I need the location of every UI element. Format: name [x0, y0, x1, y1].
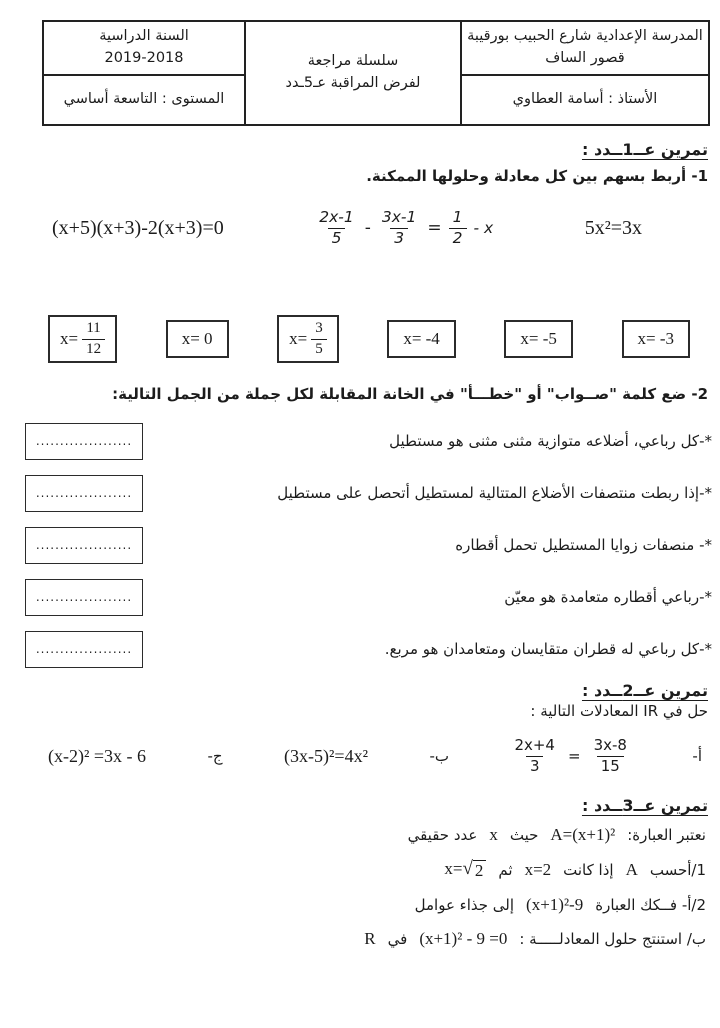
- line3-pre: 2/أ- فــكك العبارة: [595, 895, 706, 914]
- exercise3-title: تمرين عــ3ــدد :: [581, 796, 708, 815]
- equation-3: 5x²=3x: [584, 216, 642, 239]
- exercise2-title: تمرين عــ2ــدد :: [581, 681, 708, 700]
- equation-c: (x-2)² =3x - 6: [48, 745, 147, 766]
- equation-a: [510, 737, 631, 775]
- item-a-label: أ-: [692, 747, 702, 765]
- exercise3-line4: [0, 929, 720, 949]
- fraction: $\frac{3}{5}$: [311, 320, 327, 358]
- true-false-answer-box: ....................: [25, 631, 143, 668]
- school-name-cell: المدرسة الإعدادية شارع الحبيب بورقيبة قصور الساف: [461, 21, 709, 75]
- equals-sign: =: [427, 218, 442, 238]
- true-false-answer-box: ....................: [25, 475, 143, 512]
- solution-value: x= -4: [403, 329, 440, 348]
- fraction: $\frac{2x-1}{5}$: [319, 207, 354, 247]
- solution-value: x= -3: [637, 329, 674, 348]
- exercise1-equations-row: [0, 197, 720, 259]
- line2-conj: ثم: [498, 860, 513, 879]
- true-false-answer-box: ....................: [25, 527, 143, 564]
- header-table: [42, 20, 710, 126]
- equation-2: [315, 209, 493, 248]
- solution-box-neg4: [387, 320, 456, 358]
- value-x-2: x=2: [524, 859, 552, 879]
- exercise2-intro: حل في IR المعادلات التالية :: [530, 702, 708, 720]
- value-x-sqrt2: x= √ 2: [444, 859, 486, 881]
- line1-pre: نعتبر العبارة:: [627, 826, 706, 844]
- series-title: سلسلة مراجعة: [307, 53, 399, 70]
- variable-x: x: [489, 825, 498, 844]
- statement-row: [25, 519, 712, 571]
- teacher-cell: الأستاذ : أسامة العطاوي: [461, 75, 709, 125]
- statement-text: *-إذا ربطت منتصفات الأضلاع المتتالية لمستطيل أتحصل على مستطيل: [277, 484, 712, 502]
- exercise1-title: تمرين عــ1ــدد :: [581, 140, 708, 159]
- series-cell: [245, 21, 461, 125]
- year-label: السنة الدراسية: [99, 28, 189, 45]
- true-false-answer-box: ....................: [25, 579, 143, 616]
- line2-pre: 1/أحسب: [649, 860, 706, 879]
- exercise3-line3: [0, 895, 720, 915]
- fraction: $\frac{3x-8}{15}$: [593, 736, 627, 775]
- solution-box-11-12: [48, 315, 117, 363]
- statement-text: *- منصفات زوايا المستطيل تحمل أقطاره: [455, 536, 712, 554]
- school-year-cell: [43, 21, 245, 75]
- exercise3-line1: [0, 825, 720, 845]
- fraction: $\frac{3x-1}{3}$: [381, 207, 417, 247]
- exercise1-question1: 1- أربط بسهم بين كل معادلة وحلولها الممكنة.: [366, 167, 708, 185]
- line1-mid: حيث: [509, 826, 539, 844]
- solution-box-neg5: [504, 320, 573, 358]
- sqrt-radical: √: [462, 858, 473, 879]
- statement-row: [25, 623, 712, 675]
- exercise3-line2: [0, 859, 720, 881]
- line4-mid: في: [387, 929, 408, 948]
- fraction: $\frac{11}{12}$: [82, 320, 105, 358]
- expression-to-factor: (x+1)²-9: [526, 894, 584, 914]
- item-b-label: ب-: [429, 747, 449, 765]
- series-subtitle: لفرض المراقبة عـ5ـدد: [285, 75, 421, 91]
- solution-box-neg3: [622, 320, 691, 358]
- solution-value: x=: [60, 329, 79, 348]
- equation-2-tail: - x: [473, 219, 494, 237]
- equation-1: (x+5)(x+3)-2(x+3)=0: [52, 216, 224, 239]
- exercise1-question2: 2- ضع كلمة "صــواب" أو "خطـــأ" في الخانة المقابلة لكل جملة من الجمل التالية:: [112, 385, 708, 403]
- minus-sign: -: [364, 218, 371, 238]
- item-c-label: ج-: [207, 747, 223, 765]
- solution-box-3-5: [277, 315, 339, 363]
- solution-value: x=: [289, 329, 308, 348]
- statement-row: [25, 467, 712, 519]
- solution-box-0: [166, 320, 229, 358]
- fraction: $\frac{1}{2}$: [449, 209, 467, 248]
- line4-pre: ب/ استنتج حلول المعادلـــــة :: [519, 929, 706, 948]
- letter-A: A: [625, 859, 638, 879]
- year-value: 2019-2018: [104, 50, 184, 66]
- level-cell: المستوى : التاسعة أساسي: [43, 75, 245, 125]
- statement-text: *-كل رباعي، أضلاعه متوازية مثنى مثنى هو مستطيل: [389, 432, 712, 450]
- line1-post: عدد حقيقي: [407, 826, 478, 844]
- line2-mid: إذا كانت: [563, 860, 614, 879]
- statement-row: [25, 415, 712, 467]
- set-R: R: [364, 928, 376, 948]
- equation-b: (3x-5)²=4x²: [284, 745, 368, 766]
- solution-boxes-row: [0, 309, 720, 369]
- expression-A: A=(x+1)²: [550, 825, 616, 844]
- statement-text: *-رباعي أقطاره متعامدة هو معيّن: [504, 588, 712, 606]
- statement-row: [25, 571, 712, 623]
- line3-post: إلى جذاء عوامل: [414, 895, 515, 914]
- exercise2-equations-row: [0, 724, 720, 788]
- solution-value: x= 0: [181, 329, 213, 348]
- statement-text: *-كل رباعي له قطران متقايسان ومتعامدان هو مربع.: [384, 640, 712, 658]
- fraction: $\frac{2x+4}{3}$: [514, 736, 555, 775]
- true-false-answer-box: ....................: [25, 423, 143, 460]
- solution-value: x= -5: [520, 329, 557, 348]
- equation-to-solve: (x+1)² - 9 =0: [419, 928, 508, 948]
- equals-sign: =: [567, 747, 581, 765]
